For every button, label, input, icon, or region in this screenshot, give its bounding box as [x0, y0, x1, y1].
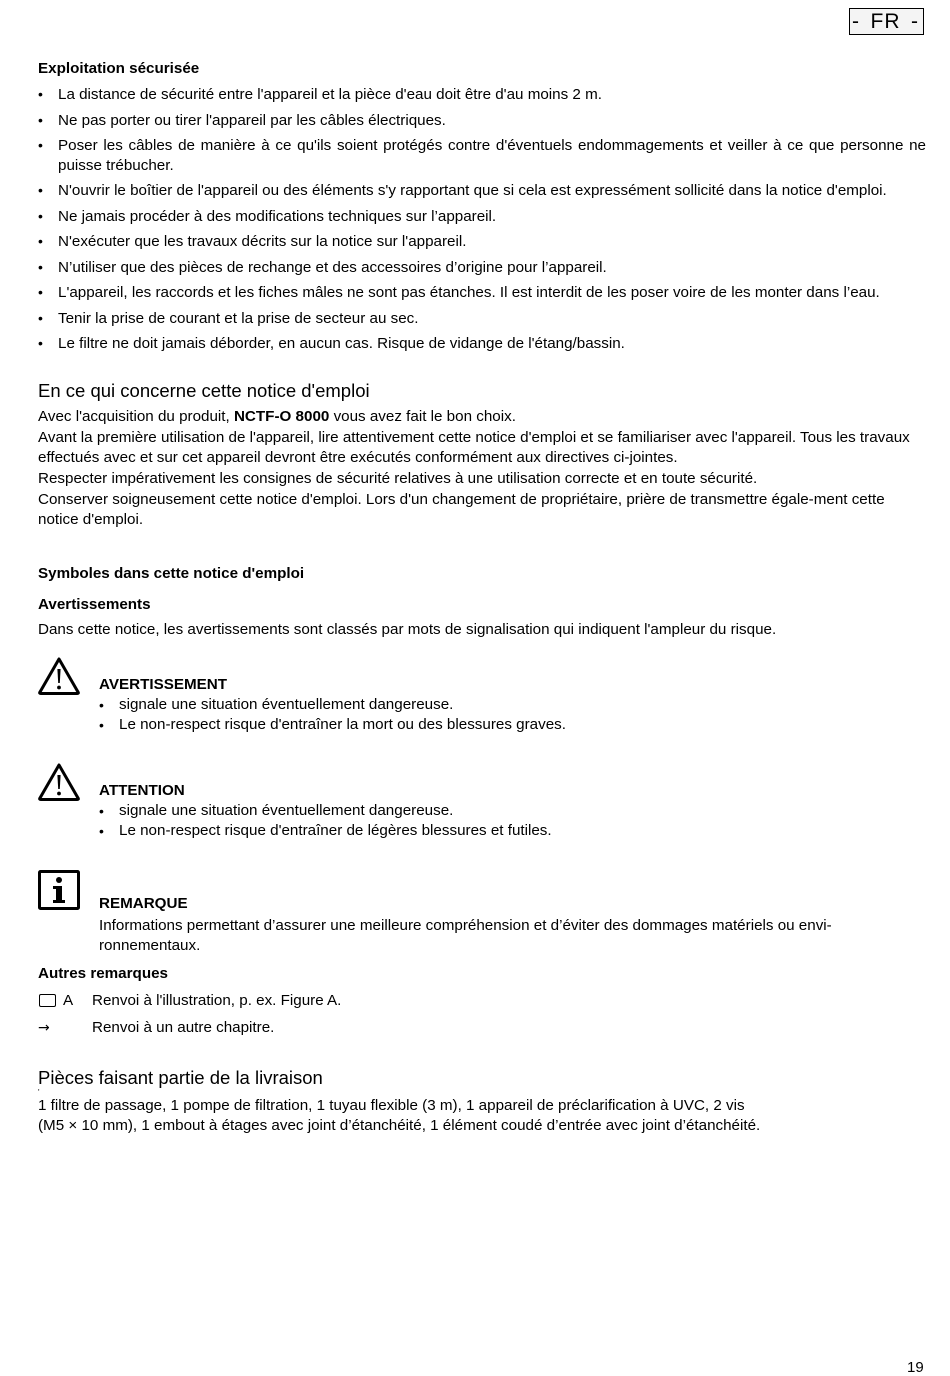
chapter-reference-text: Renvoi à un autre chapitre. — [92, 1018, 275, 1036]
attention-block — [38, 763, 926, 853]
remarque-title: REMARQUE — [99, 894, 188, 912]
attention-item: • signale une situation éventuellement dangereuse. — [99, 801, 925, 821]
symbols-title: Symboles dans cette notice d'emploi — [38, 564, 305, 582]
safety-item: • Poser les câbles de manière à ce qu'ils soient protégés contre d'éventuels endommagements et veiller à ce que personne ne puisse trébucher. — [38, 136, 926, 175]
language-code: FR — [870, 10, 901, 33]
about-paragraph: Respecter impérativement les consignes de sécurité relatives à une utilisation correcte et en toute sécurité. — [38, 469, 758, 487]
safety-item: • Ne pas porter ou tirer l'appareil par les câbles électriques. — [38, 111, 926, 131]
delivery-title: Pièces faisant partie de la livraison — [38, 1066, 323, 1088]
about-paragraph: Avant la première utilisation de l'appareil, lire attentivement cette notice d'emploi et se familiariser avec l'appareil. Tous les travaux effectués avec et sur cet appareil devront être exécutés conformément aux directives ci-jointes. — [38, 428, 910, 466]
safety-title: Exploitation sécurisée — [38, 60, 200, 77]
figure-box-icon — [39, 994, 56, 1007]
attention-item: • Le non-respect risque d'entraîner de légères blessures et futiles. — [99, 821, 925, 841]
remarque-block — [38, 870, 926, 964]
safety-item: • N'ouvrir le boîtier de l'appareil ou des éléments s'y rapportant que si cela est expressément sollicité dans la notice d'emploi. — [38, 181, 926, 201]
language-dash-left: - — [852, 10, 860, 33]
warning-triangle-icon — [38, 657, 80, 695]
attention-body — [99, 781, 925, 841]
about-paragraph: Conserver soigneusement cette notice d'emploi. Lors d'un changement de propriétaire, prière de transmettre égale-ment cette notice d'emploi. — [38, 490, 885, 528]
about-intro — [38, 407, 926, 427]
safety-item: • N'exécuter que les travaux décrits sur la notice sur l'appareil. — [38, 232, 926, 252]
figure-reference-text: Renvoi à l'illustration, p. ex. Figure A. — [92, 991, 342, 1009]
about-intro-before: Avec l'acquisition du produit, — [38, 407, 234, 425]
safety-list — [38, 85, 926, 354]
chapter-reference — [38, 1018, 926, 1038]
figure-letter: A — [63, 991, 74, 1009]
page-number: 19 — [907, 1359, 924, 1376]
product-name: NCTF-O 8000 — [233, 407, 330, 425]
delivery-marker: ' — [38, 1087, 40, 1097]
avertissement-title: AVERTISSEMENT — [99, 675, 227, 693]
delivery-line: (M5 × 10 mm), 1 embout à étages avec joint d’étanchéité, 1 élément coudé d’entrée avec joint d’étanchéité. — [38, 1116, 761, 1134]
page-content — [38, 59, 926, 1136]
safety-item: • N’utiliser que des pièces de rechange et des accessoires d’origine pour l’appareil. — [38, 258, 926, 278]
safety-item: • L'appareil, les raccords et les fiches mâles ne sont pas étanches. Il est interdit de les poser voire de les monter dans l’eau. — [38, 283, 926, 303]
safety-item: • Tenir la prise de courant et la prise de secteur au sec. — [38, 309, 926, 329]
avertissement-item: • Le non-respect risque d'entraîner la mort ou des blessures graves. — [99, 715, 925, 735]
avertissement-block — [38, 657, 926, 747]
attention-title: ATTENTION — [99, 781, 185, 799]
avertissement-item: • signale une situation éventuellement dangereuse. — [99, 695, 925, 715]
safety-item: • La distance de sécurité entre l'appareil et la pièce d'eau doit être d'au moins 2 m. — [38, 85, 926, 105]
warning-triangle-icon — [38, 763, 80, 801]
delivery-line: 1 filtre de passage, 1 pompe de filtration, 1 tuyau flexible (3 m), 1 appareil de préclarification à UVC, 2 vis — [38, 1096, 745, 1114]
arrow-right-icon: → — [38, 1019, 50, 1036]
avertissement-body — [99, 675, 925, 735]
avertissement-list — [99, 695, 925, 735]
chapter-reference-symbol — [38, 1018, 92, 1038]
safety-item: • Ne jamais procéder à des modifications techniques sur l’appareil. — [38, 207, 926, 227]
about-intro-after: vous avez fait le bon choix. — [329, 407, 516, 425]
remarque-body — [99, 894, 925, 956]
other-notes-title: Autres remarques — [38, 964, 168, 982]
safety-item: • Le filtre ne doit jamais déborder, en aucun cas. Risque de vidange de l'étang/bassin. — [38, 334, 926, 354]
warnings-title: Avertissements — [38, 595, 151, 613]
warnings-intro: Dans cette notice, les avertissements sont classés par mots de signalisation qui indiquent l'ampleur du risque. — [38, 620, 777, 638]
language-badge — [849, 8, 924, 35]
attention-list — [99, 801, 925, 841]
about-title: En ce qui concerne cette notice d'emploi — [38, 379, 370, 401]
info-icon — [38, 870, 80, 910]
language-dash-right: - — [911, 10, 919, 33]
figure-reference-symbol — [38, 991, 92, 1011]
remarque-text: Informations permettant d’assurer une meilleure compréhension et d’éviter des dommages matériels ou envi-ronnementaux. — [99, 916, 832, 954]
figure-reference — [38, 991, 926, 1011]
